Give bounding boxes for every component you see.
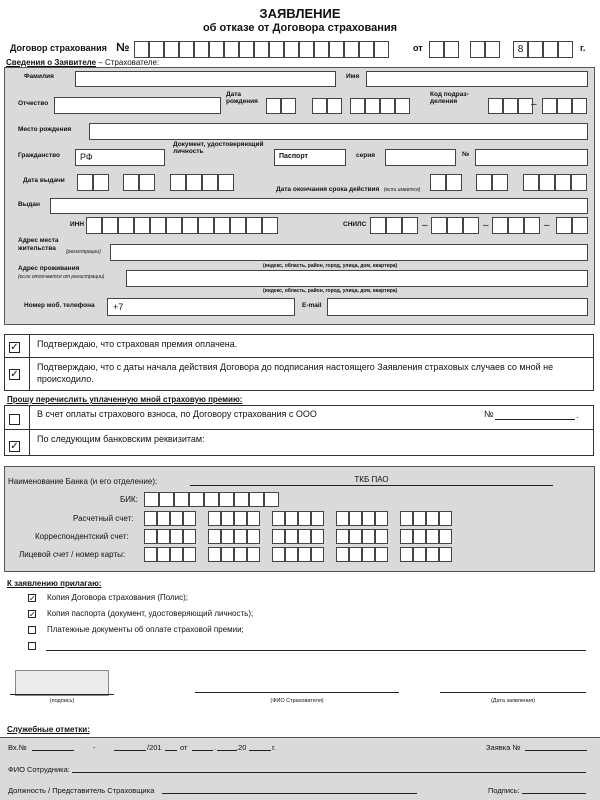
service-year-line[interactable] <box>165 750 177 751</box>
bik-label: БИК: <box>120 495 138 504</box>
snils-cell[interactable] <box>370 217 386 234</box>
birthdate-cell[interactable] <box>281 98 296 114</box>
account-cell[interactable] <box>183 511 196 526</box>
expiry-label <box>276 178 420 196</box>
issue-date-cell[interactable] <box>202 174 218 191</box>
signature-box[interactable] <box>15 670 109 696</box>
inn-cell[interactable] <box>182 217 198 234</box>
corr-account-cell[interactable] <box>183 529 196 544</box>
contract-number-cell[interactable] <box>149 41 164 58</box>
contract-year-cell-2[interactable] <box>528 41 543 58</box>
corr-account-cell[interactable] <box>349 529 362 544</box>
personal-account-cell[interactable] <box>157 547 170 562</box>
contract-number-cell[interactable] <box>344 41 359 58</box>
account-cell[interactable] <box>170 511 183 526</box>
bik-cell[interactable] <box>264 492 279 507</box>
refund-option-1-dot: . <box>576 410 579 420</box>
expiry-label-text: Дата окончания срока действия <box>276 186 380 193</box>
refund-option-1-number-label: № <box>484 409 494 419</box>
personal-account-cell[interactable] <box>234 547 247 562</box>
inn-cell[interactable] <box>118 217 134 234</box>
snils-label: СНИЛС <box>343 221 367 228</box>
live-address-field[interactable] <box>126 270 588 287</box>
confirmation-1-checkbox[interactable] <box>9 342 20 353</box>
date-line[interactable] <box>440 692 586 693</box>
number-label: № <box>462 151 470 158</box>
refund-title: Прошу перечислить уплаченную мной страховую премию: <box>7 395 243 404</box>
checkmark-icon: ✓ <box>10 342 19 353</box>
corr-account-cell[interactable] <box>375 529 388 544</box>
service-position-label: Должность / Представитель Страховщика <box>8 786 155 795</box>
live-address-label: Адрес проживания <box>18 265 80 272</box>
service-month-line[interactable] <box>217 750 237 751</box>
service-in-number-line-2[interactable] <box>114 750 146 751</box>
issued-by-field[interactable] <box>50 198 588 214</box>
birthplace-field[interactable] <box>89 123 588 140</box>
contract-number-cell[interactable] <box>134 41 149 58</box>
personal-account-cell[interactable] <box>439 547 452 562</box>
service-employee-line[interactable] <box>72 772 586 773</box>
name-field[interactable] <box>366 71 588 87</box>
personal-account-cell[interactable] <box>285 547 298 562</box>
snils-dash-1: – <box>422 220 428 231</box>
corr-account-cell[interactable] <box>298 529 311 544</box>
contract-number-cell[interactable] <box>254 41 269 58</box>
personal-account-cell[interactable] <box>208 547 221 562</box>
refund-option-2-text: По следующим банковским реквизитам: <box>37 434 205 444</box>
personal-account-cell[interactable] <box>413 547 426 562</box>
contract-number-cell[interactable] <box>359 41 374 58</box>
attachment-2-checkbox[interactable] <box>28 610 36 618</box>
service-employee-label: ФИО Сотрудника: <box>8 765 70 774</box>
service-signature-line[interactable] <box>522 793 586 794</box>
reg-address-hint: (регистрации) <box>66 249 101 255</box>
document-title: ЗАЯВЛЕНИЕ <box>259 6 341 21</box>
inn-cell[interactable] <box>262 217 278 234</box>
service-year-prefix: .20 <box>236 743 247 752</box>
service-year-line-2[interactable] <box>249 750 271 751</box>
attachment-3-checkbox[interactable] <box>28 626 36 634</box>
inn-cell[interactable] <box>246 217 262 234</box>
account-cell[interactable] <box>362 511 375 526</box>
email-label: E-mail <box>302 302 322 309</box>
confirmation-2-text: Подтверждаю, что с даты начала действия Договора до подписания настоящего Заявления страховых случаев со мной не происходило. <box>37 362 554 384</box>
bik-cell[interactable] <box>219 492 234 507</box>
confirmations-divider <box>4 357 594 358</box>
contract-month-cell-1[interactable] <box>470 41 485 58</box>
attachment-4-line[interactable] <box>46 650 586 651</box>
service-dash: - <box>93 743 96 752</box>
account-cell[interactable] <box>247 511 260 526</box>
checkmark-icon: ✓ <box>29 610 36 619</box>
account-cell[interactable] <box>311 511 324 526</box>
account-cell[interactable] <box>285 511 298 526</box>
inn-cell[interactable] <box>230 217 246 234</box>
contract-number-cell[interactable] <box>164 41 179 58</box>
snils-cell[interactable] <box>524 217 540 234</box>
corr-account-label: Корреспондентский счет: <box>35 532 129 541</box>
refund-col-divider <box>29 405 30 456</box>
bik-cell[interactable] <box>144 492 159 507</box>
confirmation-2-checkbox[interactable] <box>9 369 20 380</box>
phone-value: +7 <box>113 302 124 312</box>
issued-by-label: Выдан <box>18 201 40 208</box>
series-label: серия <box>356 152 375 159</box>
contract-from-label: от <box>413 43 423 53</box>
subdivision-cell[interactable] <box>488 98 503 114</box>
phone-label: Номер моб. телефона <box>24 302 95 309</box>
birthdate-cell[interactable] <box>327 98 342 114</box>
snils-dash-2: – <box>483 220 489 231</box>
service-in-label: Вх.№ <box>8 743 27 752</box>
contract-number-cell[interactable] <box>314 41 329 58</box>
contract-number-sign: № <box>116 40 130 54</box>
signature-line <box>10 694 114 695</box>
date-caption: (Дата заявления) <box>490 698 536 704</box>
birthplace-label: Место рождения <box>18 126 72 133</box>
attachment-4-checkbox[interactable] <box>28 642 36 650</box>
account-cell[interactable] <box>439 511 452 526</box>
personal-account-cell[interactable] <box>170 547 183 562</box>
corr-account-cell[interactable] <box>400 529 413 544</box>
account-cell[interactable] <box>413 511 426 526</box>
contract-number-cell[interactable] <box>179 41 194 58</box>
account-cell[interactable] <box>426 511 439 526</box>
snils-dash-3: – <box>544 220 550 231</box>
series-field[interactable] <box>385 149 456 166</box>
account-cell[interactable] <box>298 511 311 526</box>
inn-cell[interactable] <box>86 217 102 234</box>
contract-day-cell-1[interactable] <box>429 41 444 58</box>
id-doc-field[interactable] <box>274 149 346 166</box>
bik-cell[interactable] <box>234 492 249 507</box>
inn-cell[interactable] <box>134 217 150 234</box>
corr-account-cell[interactable] <box>311 529 324 544</box>
checkmark-icon: ✓ <box>10 369 19 380</box>
subdivision-cell[interactable] <box>557 98 572 114</box>
service-year-end: г. <box>272 743 276 752</box>
contract-number-cell[interactable] <box>284 41 299 58</box>
contract-year-cell-1[interactable] <box>513 41 528 58</box>
personal-account-cell[interactable] <box>362 547 375 562</box>
inn-cell[interactable] <box>214 217 230 234</box>
corr-account-cell[interactable] <box>170 529 183 544</box>
bank-name-value: ТКБ ПАО <box>354 475 389 484</box>
service-signature-label: Подпись: <box>488 786 520 795</box>
personal-account-cell[interactable] <box>375 547 388 562</box>
issue-date-cell[interactable] <box>123 174 139 191</box>
corr-account-cell[interactable] <box>144 529 157 544</box>
inn-label: ИНН <box>70 221 85 228</box>
service-position-line[interactable] <box>162 793 417 794</box>
citizenship-value: РФ <box>80 152 93 162</box>
corr-account-cell[interactable] <box>272 529 285 544</box>
expiry-date-cell[interactable] <box>430 174 446 191</box>
expiry-date-cell[interactable] <box>523 174 539 191</box>
account-cell[interactable] <box>375 511 388 526</box>
issue-date-cell[interactable] <box>139 174 155 191</box>
snils-cell[interactable] <box>431 217 447 234</box>
surname-label: Фамилия <box>24 73 54 80</box>
refund-divider <box>4 429 594 430</box>
corr-account-cell[interactable] <box>285 529 298 544</box>
applicant-title-rest: – Страхователе: <box>96 58 160 67</box>
snils-cell[interactable] <box>463 217 479 234</box>
patronymic-label: Отчество <box>18 100 49 107</box>
birthdate-cell[interactable] <box>395 98 410 114</box>
corr-account-cell[interactable] <box>362 529 375 544</box>
account-label: Расчетный счет: <box>73 514 134 523</box>
live-address-note: (индекс, область, район, город, улица, дом, квартира) <box>263 288 398 294</box>
contract-year-cell-4[interactable] <box>558 41 573 58</box>
refund-contract-number-line[interactable] <box>495 419 575 420</box>
expiry-date-cell[interactable] <box>492 174 508 191</box>
corr-account-cell[interactable] <box>439 529 452 544</box>
snils-cell[interactable] <box>572 217 588 234</box>
personal-account-cell[interactable] <box>183 547 196 562</box>
personal-account-cell[interactable] <box>144 547 157 562</box>
personal-account-cell[interactable] <box>221 547 234 562</box>
phone-field[interactable] <box>107 298 295 316</box>
personal-account-cell[interactable] <box>272 547 285 562</box>
citizenship-field[interactable] <box>75 149 165 166</box>
expiry-date-cell[interactable] <box>571 174 587 191</box>
account-cell[interactable] <box>208 511 221 526</box>
passport-number-field[interactable] <box>475 149 588 166</box>
birthdate-label: Дата рождения <box>226 91 258 105</box>
inn-cell[interactable] <box>166 217 182 234</box>
patronymic-field[interactable] <box>54 97 221 114</box>
contract-number-cell[interactable] <box>269 41 284 58</box>
attachment-2-text: Копия паспорта (документ, удостоверяющий личность); <box>47 609 254 618</box>
contract-number-cell[interactable] <box>194 41 209 58</box>
service-title: Служебные отметки: <box>7 725 90 734</box>
service-in-number-line[interactable] <box>32 750 74 751</box>
citizenship-label: Гражданство <box>18 152 60 159</box>
applicant-section-title <box>6 58 159 67</box>
surname-field[interactable] <box>75 71 336 87</box>
bik-cell[interactable] <box>159 492 174 507</box>
contract-month-cell-2[interactable] <box>485 41 500 58</box>
fio-line[interactable] <box>195 692 399 693</box>
contract-number-cell[interactable] <box>374 41 389 58</box>
refund-option-1-text: В счет оплаты страхового взноса, по Договору страхования с ООО <box>37 409 317 419</box>
refund-option-1-checkbox[interactable] <box>9 414 20 425</box>
snils-cell[interactable] <box>402 217 418 234</box>
issue-date-label: Дата выдачи <box>23 177 65 184</box>
birthdate-cell[interactable] <box>266 98 281 114</box>
snils-cell[interactable] <box>447 217 463 234</box>
service-dot: . <box>214 743 217 752</box>
account-cell[interactable] <box>400 511 413 526</box>
contract-number-cell[interactable] <box>209 41 224 58</box>
account-cell[interactable] <box>157 511 170 526</box>
corr-account-cell[interactable] <box>234 529 247 544</box>
subdivision-cell[interactable] <box>503 98 518 114</box>
account-cell[interactable] <box>336 511 349 526</box>
expiry-date-cell[interactable] <box>539 174 555 191</box>
issue-date-cell[interactable] <box>186 174 202 191</box>
contract-number-cell[interactable] <box>299 41 314 58</box>
inn-cell[interactable] <box>198 217 214 234</box>
account-cell[interactable] <box>144 511 157 526</box>
id-doc-label: Документ, удостоверяющий личность <box>173 141 264 155</box>
personal-account-cell[interactable] <box>311 547 324 562</box>
contract-number-cell[interactable] <box>329 41 344 58</box>
personal-account-cell[interactable] <box>426 547 439 562</box>
applicant-title-bold: Сведения о Заявителе <box>6 58 97 67</box>
expiry-date-cell[interactable] <box>476 174 492 191</box>
inn-cell[interactable] <box>102 217 118 234</box>
subdivision-cell[interactable] <box>572 98 587 114</box>
service-claim-line[interactable] <box>525 750 587 751</box>
checkmark-icon: ✓ <box>29 594 36 603</box>
name-label: Имя <box>346 73 360 80</box>
reg-address-field[interactable] <box>110 244 588 261</box>
bank-name-label: Наименование Банка (и его отделение): <box>8 477 158 486</box>
contract-day-cell-2[interactable] <box>444 41 459 58</box>
personal-account-label: Лицевой счет / номер карты: <box>19 550 126 559</box>
service-claim-label: Заявка № <box>486 743 521 752</box>
document-subtitle: об отказе от Договора страхования <box>202 22 398 34</box>
contract-year-suffix: г. <box>580 43 586 53</box>
bik-cell[interactable] <box>249 492 264 507</box>
personal-account-cell[interactable] <box>298 547 311 562</box>
birthdate-cell[interactable] <box>312 98 327 114</box>
email-field[interactable] <box>327 298 588 316</box>
corr-account-cell[interactable] <box>157 529 170 544</box>
confirmations-col-divider <box>29 334 30 391</box>
reg-address-note: (индекс, область, район, город, улица, дом, квартира) <box>263 263 398 269</box>
subdivision-dash: – <box>531 99 537 110</box>
personal-account-cell[interactable] <box>349 547 362 562</box>
expiry-hint: (если имеется) <box>383 187 421 193</box>
snils-cell[interactable] <box>386 217 402 234</box>
service-year-fragment: /201 <box>147 743 162 752</box>
bik-cell[interactable] <box>189 492 204 507</box>
attachment-1-text: Копия Договора страхования (Полис); <box>47 593 189 602</box>
reg-address-label-text: Адрес места жительства <box>18 237 59 253</box>
corr-account-cell[interactable] <box>208 529 221 544</box>
subdivision-cell[interactable] <box>542 98 557 114</box>
confirmation-1-text: Подтверждаю, что страховая премия оплачена. <box>37 339 238 349</box>
corr-account-cell[interactable] <box>221 529 234 544</box>
signature-caption: (подпись) <box>49 698 75 704</box>
attachment-3-text: Платежные документы об оплате страховой премии; <box>47 625 244 634</box>
service-from-label: от <box>180 743 188 752</box>
contract-year-digit: 8 <box>517 44 524 55</box>
expiry-date-cell[interactable] <box>446 174 462 191</box>
contract-label: Договор страхования <box>10 43 107 53</box>
snils-cell[interactable] <box>508 217 524 234</box>
corr-account-cell[interactable] <box>336 529 349 544</box>
attachments-title: К заявлению прилагаю: <box>7 579 102 588</box>
birthdate-cell[interactable] <box>365 98 380 114</box>
live-address-hint: (если отличается от регистрации) <box>18 274 105 280</box>
issue-date-cell[interactable] <box>93 174 109 191</box>
account-cell[interactable] <box>221 511 234 526</box>
issue-date-cell[interactable] <box>77 174 93 191</box>
id-doc-value: Паспорт <box>279 153 308 160</box>
service-day-line[interactable] <box>192 750 213 751</box>
bank-name-line[interactable] <box>190 485 553 486</box>
refund-option-2-checkbox[interactable] <box>9 441 20 452</box>
issue-date-cell[interactable] <box>218 174 234 191</box>
checkmark-icon: ✓ <box>10 441 19 452</box>
account-cell[interactable] <box>234 511 247 526</box>
corr-account-cell[interactable] <box>426 529 439 544</box>
subdivision-code-label: Код подраз-деления <box>430 91 469 105</box>
inn-cell[interactable] <box>150 217 166 234</box>
personal-account-cell[interactable] <box>400 547 413 562</box>
contract-year-cell-3[interactable] <box>543 41 558 58</box>
attachment-1-checkbox[interactable] <box>28 594 36 602</box>
fio-caption: (ФИО Страхователя) <box>270 698 324 704</box>
account-cell[interactable] <box>349 511 362 526</box>
snils-cell[interactable] <box>556 217 572 234</box>
snils-cell[interactable] <box>492 217 508 234</box>
corr-account-cell[interactable] <box>247 529 260 544</box>
bik-cell[interactable] <box>174 492 189 507</box>
bik-cell[interactable] <box>204 492 219 507</box>
birthdate-cell[interactable] <box>380 98 395 114</box>
personal-account-cell[interactable] <box>336 547 349 562</box>
personal-account-cell[interactable] <box>247 547 260 562</box>
expiry-date-cell[interactable] <box>555 174 571 191</box>
contract-number-cell[interactable] <box>224 41 239 58</box>
account-cell[interactable] <box>272 511 285 526</box>
issue-date-cell[interactable] <box>170 174 186 191</box>
corr-account-cell[interactable] <box>413 529 426 544</box>
contract-number-cell[interactable] <box>239 41 254 58</box>
birthdate-cell[interactable] <box>350 98 365 114</box>
